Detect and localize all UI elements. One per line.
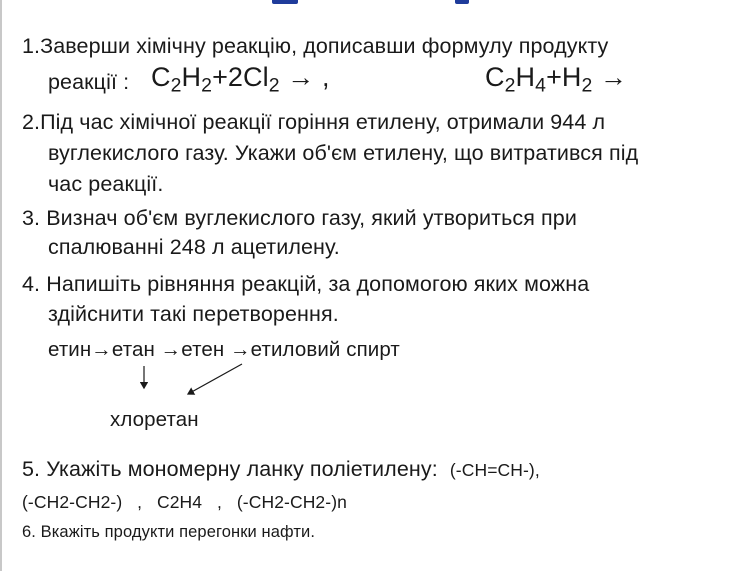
question-5-text xyxy=(22,457,540,482)
reaction-equation-1: $C_2H_2+2Cl_2$ → , xyxy=(151,62,330,97)
question-4-text: здійснити такі перетворення. xyxy=(48,302,339,326)
question-3-text: спалюванні 248 л ацетилену. xyxy=(48,235,340,259)
reaction-equation-2: $C_2H_4+H_2$ → xyxy=(485,62,628,97)
answer-option: (-CH=CH-), xyxy=(449,460,540,480)
reaction-label: реакції : xyxy=(48,70,130,94)
answer-options: (-CH2-CH2-) , C2H4 , (-CH2-CH2-)n xyxy=(22,492,347,512)
question-6-text: 6. Вкажіть продукти перегонки нафти. xyxy=(22,523,316,541)
question-2-text: вуглекислого газу. Укажи об'єм етилену, що витратився під xyxy=(48,141,639,165)
chain-branch-product: хлоретан xyxy=(110,408,199,431)
transformation-chain: етин→етан →етен →етиловий спирт xyxy=(48,338,400,361)
question-4-text: 4. Напишіть рівняння реакцій, за допомогою яких можна xyxy=(22,272,590,296)
diagonal-arrow xyxy=(188,364,242,394)
question-1-text: 1.Заверши хімічну реакцію, дописавши формулу продукту xyxy=(22,34,609,58)
question-2-text: час реакції. xyxy=(48,172,164,196)
question-2-text: 2.Під час хімічної реакції горіння етилену, отримали 944 л xyxy=(22,110,606,134)
question-3-text: 3. Визнач об'єм вуглекислого газу, який утвориться при xyxy=(22,206,577,230)
question-5-prompt: 5. Укажіть мономерну ланку поліетилену: xyxy=(22,457,438,481)
